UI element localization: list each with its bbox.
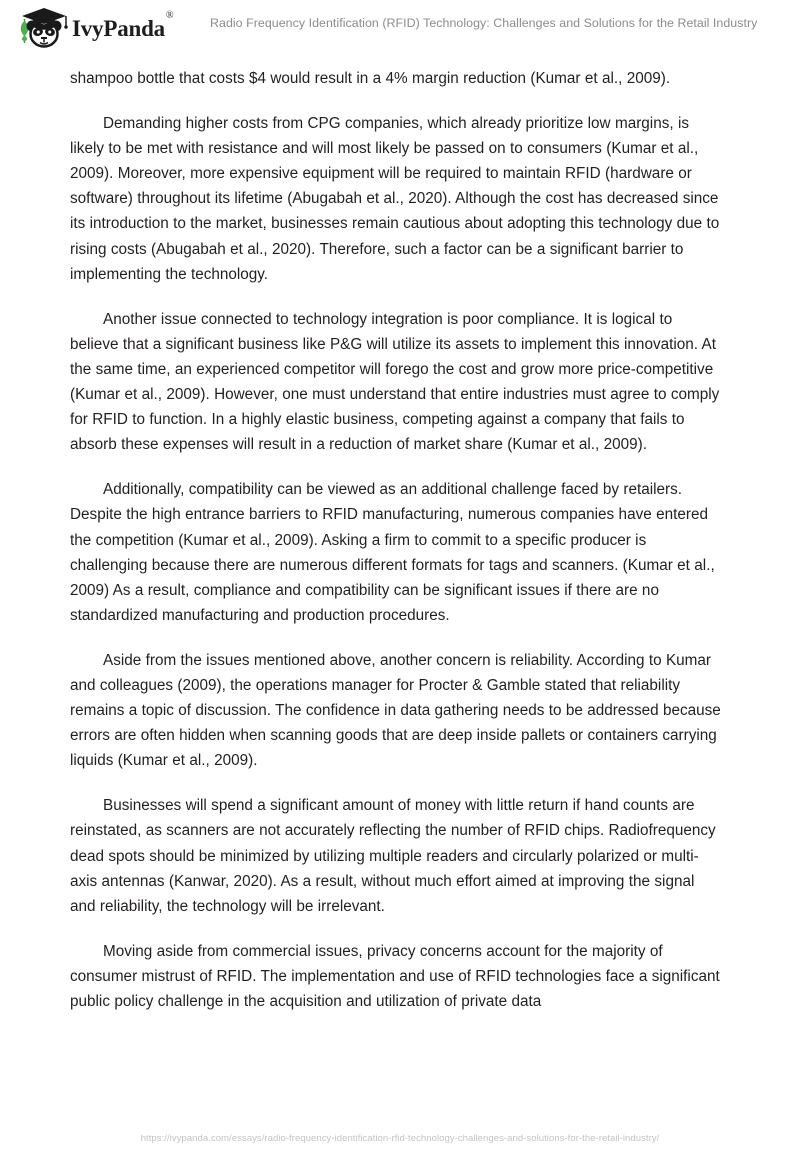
- page-header: [0, 0, 800, 56]
- paragraph: Another issue connected to technology integration is poor compliance. It is logical to believe that a significant business like P&G will utilize its assets to implement this innovation. At the same time, an experienced competitor will forego the cost and grow more price-competitive (Kumar et al., 2009). However, one must understand that entire industries must agree to comply for RFID to function. In a highly elastic business, competing against a company that fails to absorb these expenses will result in a reduction of market share (Kumar et al., 2009).: [70, 310, 720, 454]
- brand-name-text: IvyPanda: [72, 15, 165, 41]
- brand-logo[interactable]: [18, 6, 198, 50]
- paragraph: Moving aside from commercial issues, privacy concerns account for the majority of consumer mistrust of RFID. The implementation and use of RFID technologies face a significant public policy challenge in the acquisition and utilization of private data: [70, 942, 720, 1010]
- paragraph: Aside from the issues mentioned above, another concern is reliability. According to Kumar and colleagues (2009), the operations manager for Procter & Gamble stated that reliability remains a topic of discussion. The confidence in data gathering needs to be addressed because errors are often hidden when scanning goods that are deep inside pallets or containers carrying liquids (Kumar et al., 2009).: [70, 651, 721, 770]
- page-footer: [0, 1128, 800, 1146]
- brand-wordmark: [72, 9, 174, 41]
- paragraph: Additionally, compatibility can be viewed as an additional challenge faced by retailers. Despite the high entrance barriers to RFID manufacturing, numerous companies have entered the competition (Kumar et al., 2009). Asking a firm to commit to a specific producer is challenging because there are numerous different formats for tags and scanners. (Kumar et al., 2009) As a result, compliance and compatibility can be significant issues if there are no standardized manufacturing and production procedures.: [70, 481, 715, 624]
- source-url-link[interactable]: https://ivypanda.com/essays/radio-frequency-identification-rfid-technology-challenges-and-solutions-for-the-retail-industry/: [140, 1133, 660, 1144]
- paragraph: Demanding higher costs from CPG companies, which already prioritize low margins, is likely to be met with resistance and will most likely be passed on to consumers (Kumar et al., 2009). Moreover, more expensive equipment will be required to maintain RFID (hardware or software) throughout its lifetime (Abugabah et al., 2020). Although the cost has decreased since its introduction to the market, businesses remain cautious about adopting this technology due to rising costs (Abugabah et al., 2020). Therefore, such a factor can be a significant barrier to implementing the technology.: [70, 115, 720, 283]
- paragraph: shampoo bottle that costs $4 would result in a 4% margin reduction (Kumar et al., 2009).: [70, 70, 671, 87]
- paragraph: Businesses will spend a significant amount of money with little return if hand counts are reinstated, as scanners are not accurately reflecting the number of RFID chips. Radiofrequency dead spots should be minimized by utilizing multiple readers and circularly polarized or multi-axis antennas (Kanwar, 2020). As a result, without much effort aimed at improving the signal and reliability, the technology will be irrelevant.: [70, 797, 716, 915]
- document-title: Radio Frequency Identification (RFID) Technology: Challenges and Solutions for the Retail Industry: [210, 16, 758, 30]
- document-body: [70, 66, 724, 1034]
- panda-graduation-cap-icon: [18, 6, 70, 50]
- registered-trademark-symbol: ®: [165, 9, 174, 21]
